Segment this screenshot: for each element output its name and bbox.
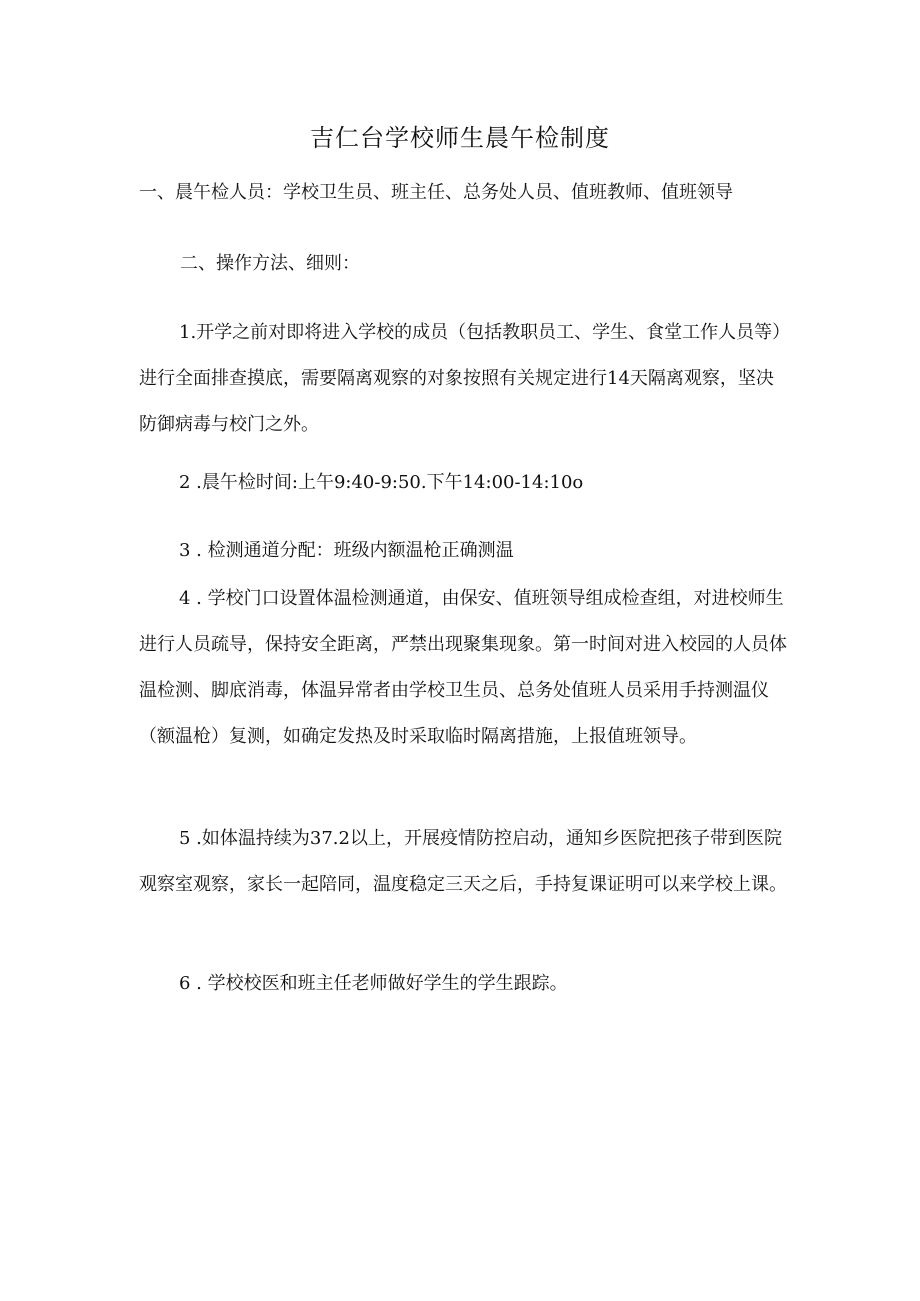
section-two-heading: 二、操作方法、细则： (180, 253, 360, 274)
item-1-paragraph: 1.开学之前对即将进入学校的成员（包括教职员工、学生、食堂工作人员等）进行全面排查摸底，需要隔离观察的对象按照有关规定进行14天隔离观察，坚决防御病毒与校门之外。 (139, 322, 782, 435)
section-one-heading: 一、晨午检人员：学校卫生员、班主任、总务处人员、值班教师、值班领导 (139, 182, 733, 203)
item-4-paragraph: 4 . 学校门口设置体温检测通道，由保安、值班领导组成检查组，对进校师生进行人员疏导，保持安全距离，严禁出现聚集现象。第一时间对进入校园的人员体温检测、脚底消毒，体温异常者由学校卫生员、总务处值班人员采用手持测温仪（额温枪）复测，如确定发热及时采取临时隔离措施，上报值班领导。 (139, 588, 787, 747)
item-3-paragraph: 3 . 检测通道分配：班级内额温枪正确测温 (179, 540, 514, 561)
item-6-paragraph: 6 . 学校校医和班主任老师做好学生的学生跟踪。 (179, 973, 568, 994)
item-2-paragraph: 2 .晨午检时间:上午9:40-9:50.下午14:00-14:10o (179, 472, 584, 493)
item-5-paragraph: 5 .如体温持续为37.2以上，开展疫情防控启动，通知乡医院把孩子带到医院观察室观察，家长一起陪同，温度稳定三天之后，手持复课证明可以来学校上课。 (139, 828, 787, 895)
document-title: 吉仁台学校师生晨午检制度 (310, 124, 610, 152)
